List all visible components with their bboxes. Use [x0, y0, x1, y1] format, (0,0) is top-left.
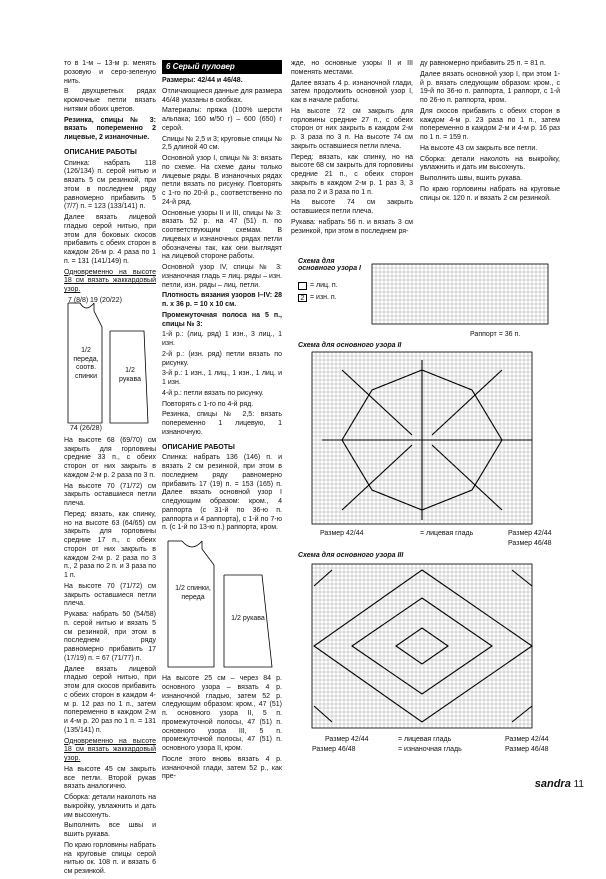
rapport-label: Раппорт = 36 п.: [470, 331, 521, 338]
section-heading: ОПИСАНИЕ РАБОТЫ: [162, 443, 235, 451]
paragraph: Основной узор IV, спицы № 3: изнаночная гладь = лиц. ряды – изн. петли, изн. ряды – лиц. петли.: [162, 264, 282, 289]
paragraph: По краю горловины набрать на круговые спицы ок. 120 п. и вязать 2 см резинкой.: [420, 185, 560, 202]
paragraph: На высоте 68 (69/70) см закрыть для горловины средние 33 п., с обеих сторон от них закрыть в каждом 2-м р. 2 раза по 3 п.: [64, 436, 156, 479]
column-2: [162, 60, 282, 784]
label: 1/2 переда, соотв. спинки: [73, 346, 99, 380]
paragraph: Материалы: пряжа (100% шерсти альпака; 160 м/50 г) – 600 (650) г серой.: [162, 107, 282, 132]
paragraph: После этого вновь вязать 4 р. изнаночной глади, затем 52 р., как пре-: [162, 755, 282, 781]
paragraph: Сборка: детали наколоть на выкройку, увлажнить и дать им высохнуть.: [420, 155, 560, 172]
paragraph: 3-й р.: 1 изн., 1 лиц., 1 изн., 1 лиц. и 1 изн.: [162, 370, 282, 386]
size-label: Размер 46/48: [312, 746, 356, 753]
legend-swatch-knit: [298, 282, 307, 290]
paragraph: На высоте 70 (71/72) см закрыть оставшиеся петли плеча.: [64, 582, 156, 608]
size-label: Размер 46/48: [508, 540, 552, 547]
paragraph: то в 1-м – 13-м р. менять розовую и серо-зеленую нить.: [64, 60, 156, 85]
schema-3-title: Схема для основного узора III: [298, 552, 404, 559]
paragraph: Рукава: набрать 56 п. и вязать 3 см резинкой, при этом в последнем ря-: [291, 218, 413, 235]
label: 1/2 рукава: [231, 615, 265, 622]
paragraph: На высоте 74 см закрыть оставшиеся петли плеча.: [291, 199, 413, 215]
paragraph: В двухцветных рядах кромочные петли вязать нитями обоих цветов.: [64, 88, 156, 113]
page-footer: [535, 778, 584, 790]
paragraph: На высоте 70 (71/72) см закрыть оставшиеся петли плеча.: [64, 482, 156, 507]
paragraph: Далее вязать основной узор I, при этом 1-й р. вязать следующим образом: кром., с 19-й по 36-ю п. раппорта, 1 раппорт, с 1-й по 26-ю п. раппорта, кром.: [420, 70, 560, 104]
schema-2-title: Схема для основного узора II: [298, 342, 402, 349]
paragraph: На высоте 72 см закрыть для горловины средние 27 п., с обеих сторон от них закрыть в каждом 2-м р. 3 раза по 3 п. На высоте 74 см закрыть оставшиеся петли плеча.: [291, 107, 413, 150]
label: 7 (8/8): [68, 296, 89, 304]
paragraph: Перед: вязать, как спинку, но на высоте 63 (64/65) см закрыть для горловины средние 17 п., с обеих сторон от них закрыть в каждом 2-м р. 2 раза по 3 п., 2 раза по 2 п. и 3 раза по 1 п.: [64, 510, 156, 579]
label: 1/2 рукава: [119, 366, 141, 383]
paragraph: По краю горловины набрать на круговые спицы серой нитью ок. 108 п. и вязать 6 см резинкой.: [64, 841, 156, 875]
chart-pattern-3: [302, 562, 550, 730]
label: 1/2 спинки, переда: [175, 585, 211, 601]
label: 74 (26/28): [70, 424, 102, 432]
paragraph: Спинка: набрать 136 (146) п. и вязать 2 см резинкой, при этом в последнем ряду равномерно прибавить 17 (19) п. = 153 (165) п. Далее вязать основной узор I следующим образом: кром., 4 раппорта (с 31-й по 36-ю п. раппорта и 4 раппорта), с 1-й по 7-ю п. (с 1-й по 13-ю п.) раппорта, кром.: [162, 454, 282, 532]
chart-pattern-1: [370, 262, 550, 330]
paragraph: Резинка, спицы № 2,5: вязать попеременно 1 лицевую, 1 изнаночную.: [162, 411, 282, 436]
paragraph: 1-й р.: (лиц. ряд) 1 изн., 3 лиц., 1 изн.: [162, 331, 282, 347]
legend-label: = изнаночная гладь: [398, 746, 462, 753]
paragraph: Далее вязать 4 р. изнаночной глади, затем продолжить основной узор I, как в начале работы.: [291, 79, 413, 104]
paragraph: Резинка, спицы № 3: вязать попеременно 2 лицевые, 2 изнаночные.: [64, 116, 156, 141]
paragraph: Повторять с 1-го по 4-й ряд.: [162, 400, 254, 408]
paragraph: Одновременно на высоте 18 см вязать жаккардовый узор.: [64, 268, 156, 293]
column-3: [291, 60, 413, 238]
paragraph: Спицы № 2,5 и 3; круговые спицы № 2,5 длиной 40 см.: [162, 135, 282, 152]
schema-1-title: Схема для основного узора I: [298, 258, 361, 272]
paragraph: Отличающиеся данные для размера 46/48 указаны в скобках.: [162, 87, 282, 104]
paragraph: На высоте 25 см – через 84 р. основного узора – вязать 4 р. изнаночной гладью, затем 52 р. следующим образом: кром., 47 (51) п. основного узора II, 5 п. промежуточной полосы, 47 (51) п. основного узора III, 5 п. промежуточной полосы, 47 (51) п. основного узора II, кром.: [162, 675, 282, 752]
size-label: Размер 42/44: [505, 736, 549, 743]
paragraph: ду равномерно прибавить 25 п. = 81 п.: [420, 60, 546, 67]
paragraph: На высоте 45 см закрыть все петли. Второй рукав вязать аналогично.: [64, 765, 156, 791]
paragraph: жде, но основные узоры II и III поменять местами.: [291, 60, 413, 76]
paragraph: Далее вязать лицевой гладью серой нитью, при этом для боковых скосов прибавить с обеих сторон в каждом 26-м р. 4 раза по 1 п. = 131 (141/149) п.: [64, 214, 156, 265]
paragraph: Выполнить швы, вшить рукава.: [420, 175, 523, 182]
paragraph: Далее вязать лицевой гладью серой нитью, при этом для скосов прибавить с обеих сторон в каждом 4-м р. 12 раз по 1 п., затем попеременно в каждом 2-м и 4-м р. 20 раз по 1 п. = 131 (135/141) п.: [64, 665, 156, 734]
legend-label: = лицевая гладь: [398, 736, 452, 743]
legend-label: = лицевая гладь: [420, 530, 474, 537]
pattern-diagram-1: [64, 297, 156, 437]
section-banner: 6 Серый пуловер: [162, 60, 282, 74]
size-label: Размер 42/44: [508, 530, 552, 537]
paragraph: 2-й р.: (изн. ряд) петли вязать по рисунку.: [162, 350, 282, 367]
paragraph: Рукава: набрать 50 (54/58) п. серой нитью и вязать 5 см резинкой, при этом в последнем ряду равномерно прибавить 17 (17/19) п. = 67 (71/77) п.: [64, 611, 156, 662]
paragraph: Для скосов прибавить с обеих сторон в каждом 4-м р. 23 раза по 1 п., затем попеременно в каждом 2-м и 4-м р. 16 раз по 1 п. = 159 п.: [420, 107, 560, 141]
section-heading: ОПИСАНИЕ РАБОТЫ: [64, 148, 137, 156]
size-label: Размер 42/44: [325, 736, 369, 743]
paragraph: Промежуточная полоса на 5 п., спицы № 3:: [162, 311, 282, 328]
size-label: Размер 46/48: [505, 746, 549, 753]
legend-swatch-purl: 2: [298, 294, 307, 302]
size-label: Размер 42/44: [320, 530, 364, 537]
paragraph: Перед: вязать, как спинку, но на высоте 68 см закрыть для горловины средние 21 п., с обеих сторон закрыть в каждом 2-м р. 1 раз 3, 3 раза по 2 и 3 раза по 1 п.: [291, 153, 413, 196]
paragraph: Основные узоры II и III, спицы № 3: вязать 52 р. на 47 (51) п. по соответствующим схемам. В лицевых и изнаночных рядах петли обозначены так, как они выглядят на лицевой стороне работы.: [162, 209, 282, 261]
page-number: 11: [573, 779, 584, 790]
column-1: [64, 60, 156, 879]
brand-name: sandra: [534, 778, 571, 790]
pattern-diagram-2: [162, 535, 282, 675]
paragraph: Размеры: 42/44 и 46/48.: [162, 77, 243, 84]
label: 19 (20/22): [90, 296, 122, 304]
paragraph: Выполнить все швы и вшить рукава.: [64, 822, 156, 838]
paragraph: 4-й р.: петли вязать по рисунку.: [162, 389, 264, 397]
chart-pattern-2: [302, 350, 550, 526]
legend-label: = лиц. п.: [310, 282, 338, 289]
paragraph: Одновременно на высоте 18 см вязать жаккардовый узор.: [64, 737, 156, 762]
paragraph: На высоте 43 см закрыть все петли.: [420, 144, 538, 152]
paragraph: Спинка: набрать 118 (126/134) п. серой нитью и вязать 5 см резинкой, при этом в последнем ряду равномерно прибавить 5 (7/7) п. = 123 (133/141) п.: [64, 159, 156, 211]
legend-label: = изн. п.: [310, 294, 337, 301]
paragraph: Основной узор I, спицы № 3: вязать по схеме. На схеме даны только лицевые ряды. В изнаночных рядах петли вязать по рисунку. Повторять с 1-го по 20-й р., соответственно по 24-й ряд.: [162, 155, 282, 206]
paragraph: Плотность вязания узоров I–IV: 28 п. х 36 р. = 10 х 10 см.: [162, 292, 282, 308]
column-4: [420, 60, 560, 205]
paragraph: Сборка: детали наколоть на выкройку, увлажнить и дать им высохнуть.: [64, 794, 156, 819]
